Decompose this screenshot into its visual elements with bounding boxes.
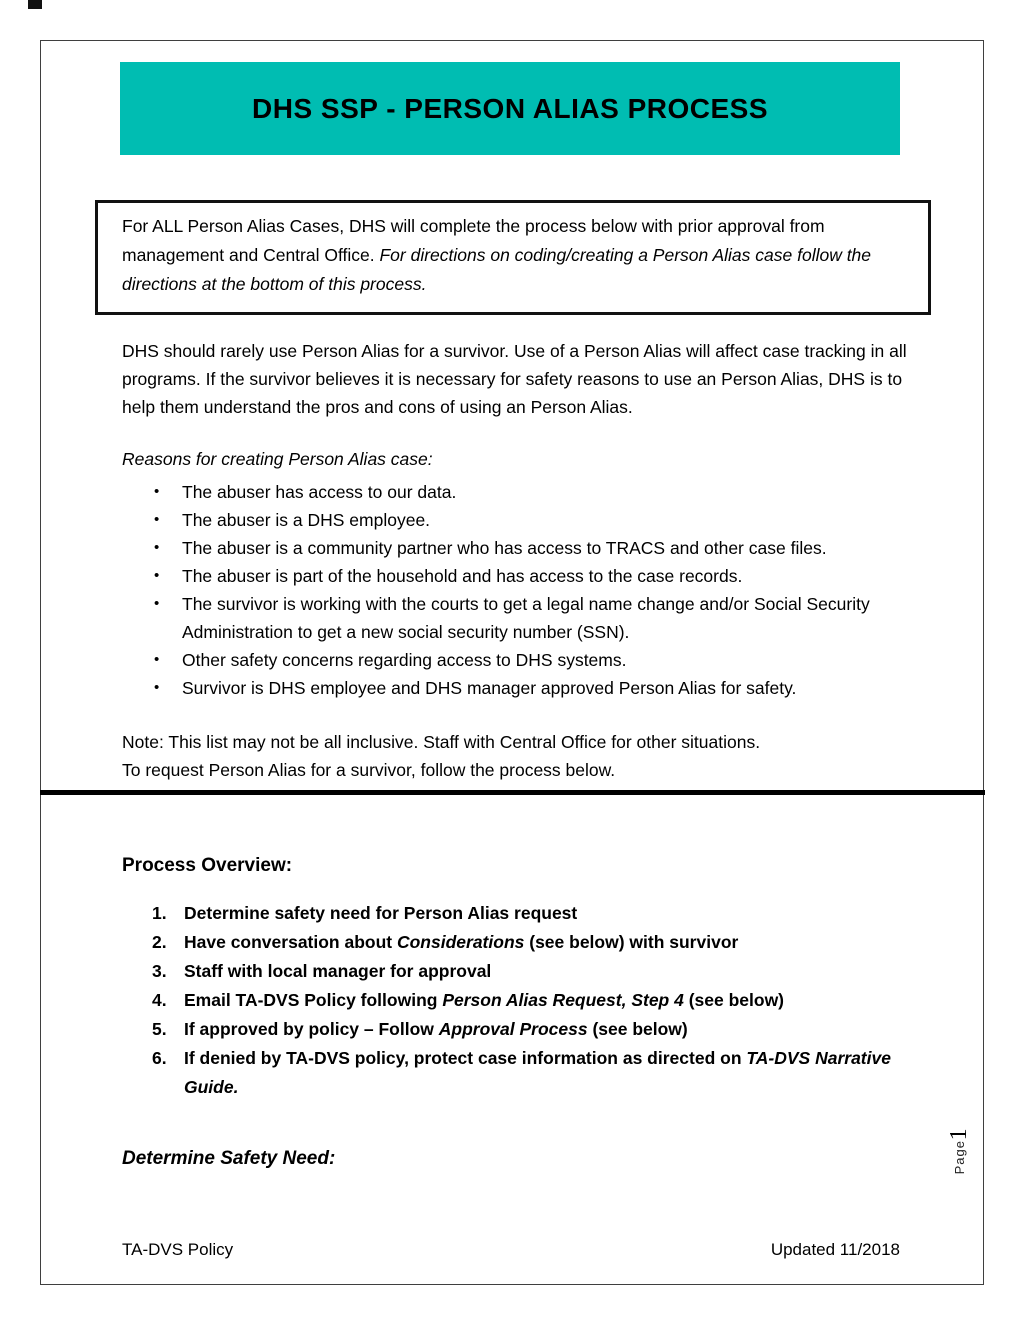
process-overview-heading: Process Overview: [122,855,293,876]
list-item [152,534,917,562]
bullet-icon: • [154,539,160,556]
process-step [152,957,917,986]
page-label: Page [952,1140,967,1175]
list-item-text: The survivor is working with the courts to get a legal name change and/or Social Security Administration to get a new social security number (SSN). [182,594,870,642]
list-item [152,646,917,674]
list-item [152,506,917,534]
list-item [152,478,917,506]
bullet-icon: • [154,595,160,612]
process-step [152,1044,917,1102]
list-item [152,674,917,702]
step-number: 4. [152,990,167,1010]
list-item-text: Other safety concerns regarding access to DHS systems. [182,650,627,670]
footer-document-name: TA-DVS Policy [122,1240,234,1259]
page-title: DHS SSP - PERSON ALIAS PROCESS [252,92,768,124]
step-number: 1. [152,903,167,923]
list-item-text: The abuser has access to our data. [182,482,457,502]
step-text-post: (see below) with survivor [524,932,739,952]
reasons-list [152,478,917,702]
footer-updated-date: Updated 11/2018 [770,1240,900,1259]
process-step [152,928,917,957]
section-divider [40,790,985,795]
step-text-post: (see below) [683,990,785,1010]
list-item-text: The abuser is a DHS employee. [182,510,431,530]
bullet-icon: • [154,651,160,668]
process-step [152,1015,917,1044]
bullet-icon: • [154,511,160,528]
step-text: If denied by TA-DVS policy, protect case information as directed on [184,1048,747,1068]
determine-safety-heading-text: Determine Safety Need: [122,1148,336,1169]
step-text-italic: Approval Process [438,1019,588,1039]
step-text: Staff with local manager for approval [184,961,492,981]
process-steps-list [152,899,917,1102]
step-number: 6. [152,1048,167,1068]
page-number: 1 [946,1128,972,1140]
step-text: Determine safety need for Person Alias request [184,903,578,923]
bullet-icon: • [154,567,160,584]
bullet-icon: • [154,679,160,696]
step-number: 3. [152,961,167,981]
step-text-post: (see below) [587,1019,688,1039]
note-text [122,728,922,784]
step-number: 5. [152,1019,167,1039]
step-text: Email TA-DVS Policy following [184,990,443,1010]
page-number-vertical [946,1128,973,1174]
process-step [152,899,917,928]
note-line-2: To request Person Alias for a survivor, follow the process below. [122,760,616,780]
step-number: 2. [152,932,167,952]
step-text-italic: TA-DVS Narrative Guide. [184,1048,891,1097]
determine-safety-heading [122,1148,335,1170]
list-item [152,590,917,646]
notice-box [95,200,931,315]
bullet-icon: • [154,483,160,500]
list-item [152,562,917,590]
notice-text-normal: For ALL Person Alias Cases, DHS will complete the process below with prior approval from management and Central Office. [122,216,825,265]
intro-paragraph: DHS should rarely use Person Alias for a survivor. Use of a Person Alias will affect case tracking in all programs. If the survivor believes it is necessary for safety reasons to use an Person Alias, DHS is to help them understand the pros and cons of using an Person Alias. [122,341,907,417]
note-line-1: Note: This list may not be all inclusive. Staff with Central Office for other situations. [122,732,761,752]
reasons-heading: Reasons for creating Person Alias case: [122,449,433,469]
list-item-text: The abuser is part of the household and has access to the case records. [182,566,743,586]
step-text: If approved by policy – Follow [184,1019,439,1039]
step-text: Have conversation about [184,932,397,952]
list-item-text: The abuser is a community partner who has access to TRACS and other case files. [182,538,827,558]
scan-artifact-mark [28,0,42,9]
step-text-italic: Person Alias Request, Step 4 [442,990,684,1010]
title-banner [120,62,900,155]
step-text-italic: Considerations [396,932,525,952]
process-step [152,986,917,1015]
list-item-text: Survivor is DHS employee and DHS manager approved Person Alias for safety. [182,678,797,698]
notice-text-italic: For directions on coding/creating a Person Alias case follow the directions at the bottom of this process. [122,245,872,294]
